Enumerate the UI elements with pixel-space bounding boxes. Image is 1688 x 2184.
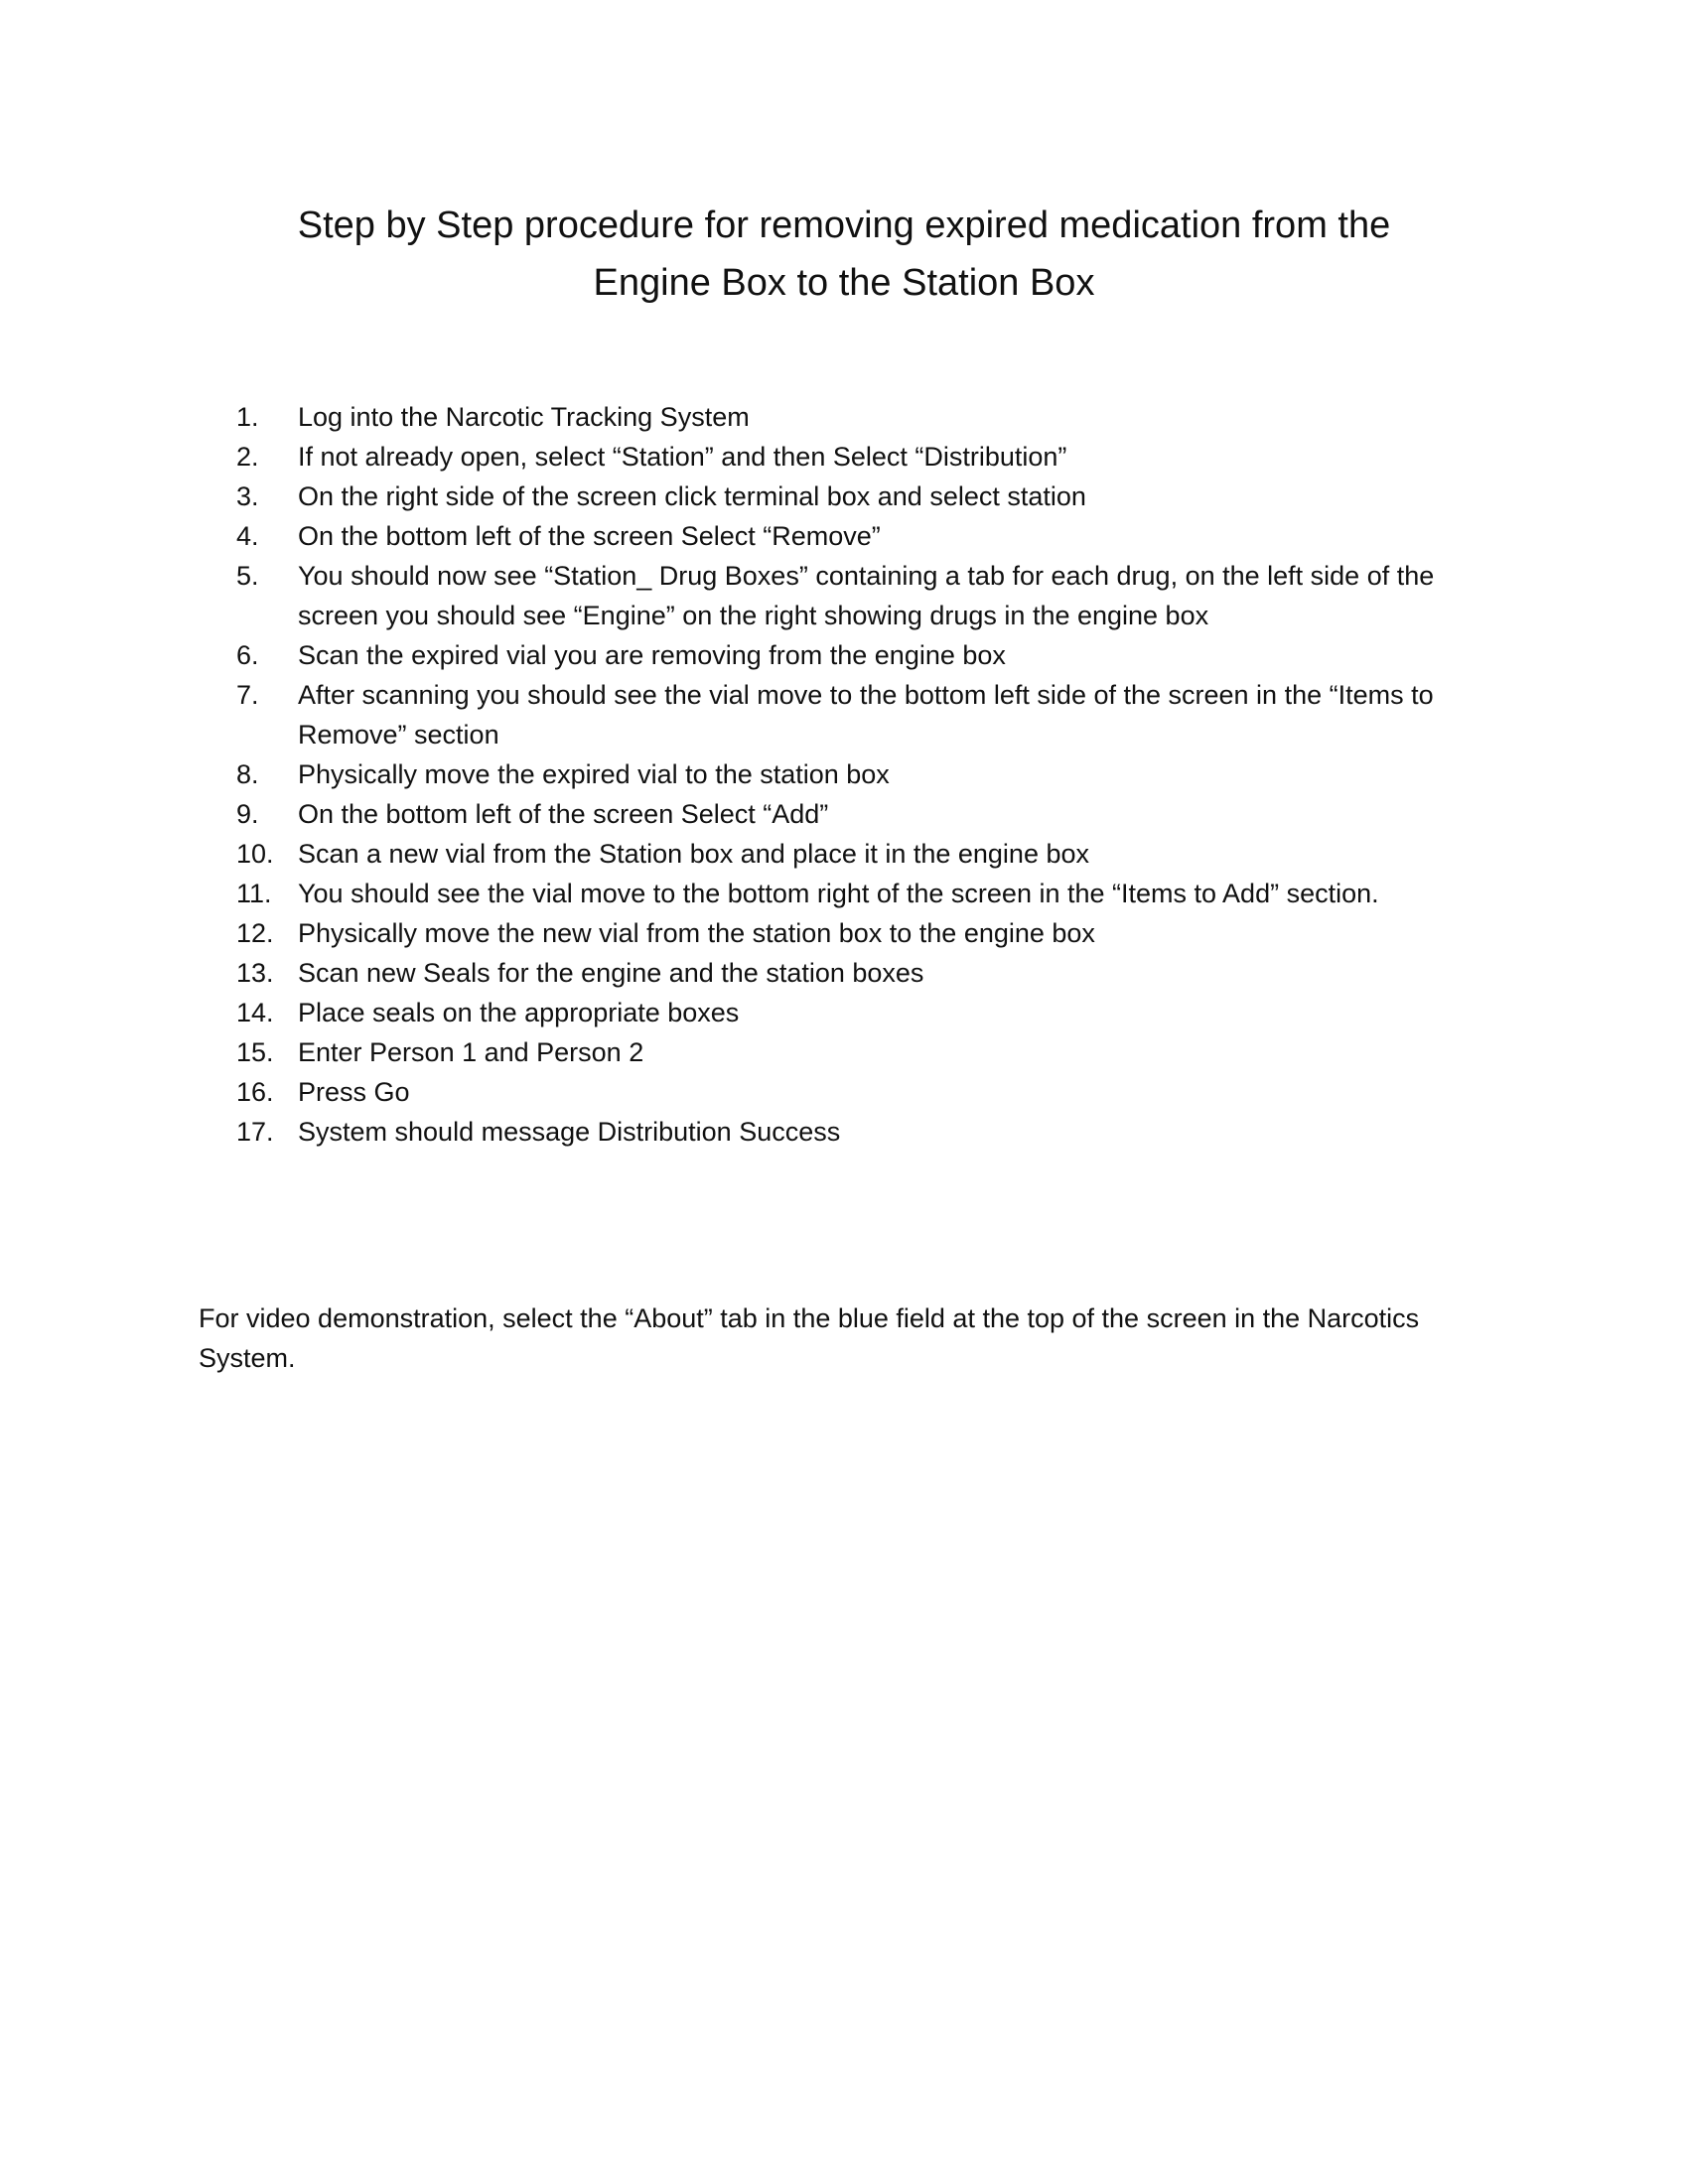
step-item	[236, 754, 1497, 794]
step-number: 11.	[236, 879, 272, 908]
step-item	[236, 397, 1497, 437]
step-item	[236, 1112, 1497, 1152]
step-number: 10.	[236, 839, 274, 869]
step-number: 3.	[236, 481, 259, 511]
step-text: Place seals on the appropriate boxes	[298, 998, 740, 1027]
step-number: 9.	[236, 799, 259, 829]
step-text: Press Go	[298, 1077, 410, 1107]
step-item	[236, 1032, 1497, 1072]
step-text: System should message Distribution Success	[298, 1117, 841, 1147]
step-item	[236, 794, 1497, 834]
step-item	[236, 477, 1497, 516]
step-item	[236, 675, 1497, 754]
step-item	[236, 556, 1497, 635]
step-item	[236, 437, 1497, 477]
step-text: Enter Person 1 and Person 2	[298, 1037, 644, 1067]
step-number: 14.	[236, 998, 274, 1027]
step-number: 8.	[236, 759, 259, 789]
step-text: If not already open, select “Station” and then Select “Distribution”	[298, 442, 1067, 472]
document-title	[199, 197, 1489, 312]
title-line-1: Step by Step procedure for removing expired medication from the	[297, 205, 1391, 246]
step-text: Scan a new vial from the Station box and place it in the engine box	[298, 839, 1090, 869]
step-item	[236, 834, 1497, 874]
step-text: On the right side of the screen click terminal box and select station	[298, 481, 1086, 511]
step-number: 13.	[236, 958, 274, 988]
step-number: 5.	[236, 561, 259, 591]
step-number: 6.	[236, 640, 259, 670]
step-number: 12.	[236, 918, 274, 948]
step-text: Scan the expired vial you are removing from the engine box	[298, 640, 1006, 670]
step-text: On the bottom left of the screen Select “Remove”	[298, 521, 881, 551]
step-text: You should now see “Station_ Drug Boxes” containing a tab for each drug, on the left side of the screen you should see “Engine” on the right showing drugs in the engine box	[298, 561, 1435, 630]
step-number: 2.	[236, 442, 259, 472]
step-item	[236, 874, 1497, 913]
step-text: Scan new Seals for the engine and the station boxes	[298, 958, 924, 988]
steps-list	[236, 397, 1497, 1152]
step-item	[236, 993, 1497, 1032]
step-number: 16.	[236, 1077, 274, 1107]
step-number: 4.	[236, 521, 259, 551]
step-number: 17.	[236, 1117, 274, 1147]
video-demo-note: For video demonstration, select the “About” tab in the blue field at the top of the screen in the Narcotics System.	[199, 1303, 1420, 1373]
step-text: Physically move the new vial from the station box to the engine box	[298, 918, 1095, 948]
step-text: On the bottom left of the screen Select “Add”	[298, 799, 829, 829]
step-text: Physically move the expired vial to the station box	[298, 759, 890, 789]
step-item	[236, 913, 1497, 953]
title-line-2: Engine Box to the Station Box	[593, 262, 1095, 304]
step-number: 15.	[236, 1037, 274, 1067]
step-item	[236, 1072, 1497, 1112]
step-item	[236, 635, 1497, 675]
step-number: 7.	[236, 680, 259, 710]
step-item	[236, 516, 1497, 556]
step-item	[236, 953, 1497, 993]
step-number: 1.	[236, 402, 259, 432]
step-text: You should see the vial move to the bottom right of the screen in the “Items to Add” section.	[298, 879, 1379, 908]
step-text: After scanning you should see the vial move to the bottom left side of the screen in the “Items to Remove” section	[298, 680, 1434, 750]
step-text: Log into the Narcotic Tracking System	[298, 402, 750, 432]
